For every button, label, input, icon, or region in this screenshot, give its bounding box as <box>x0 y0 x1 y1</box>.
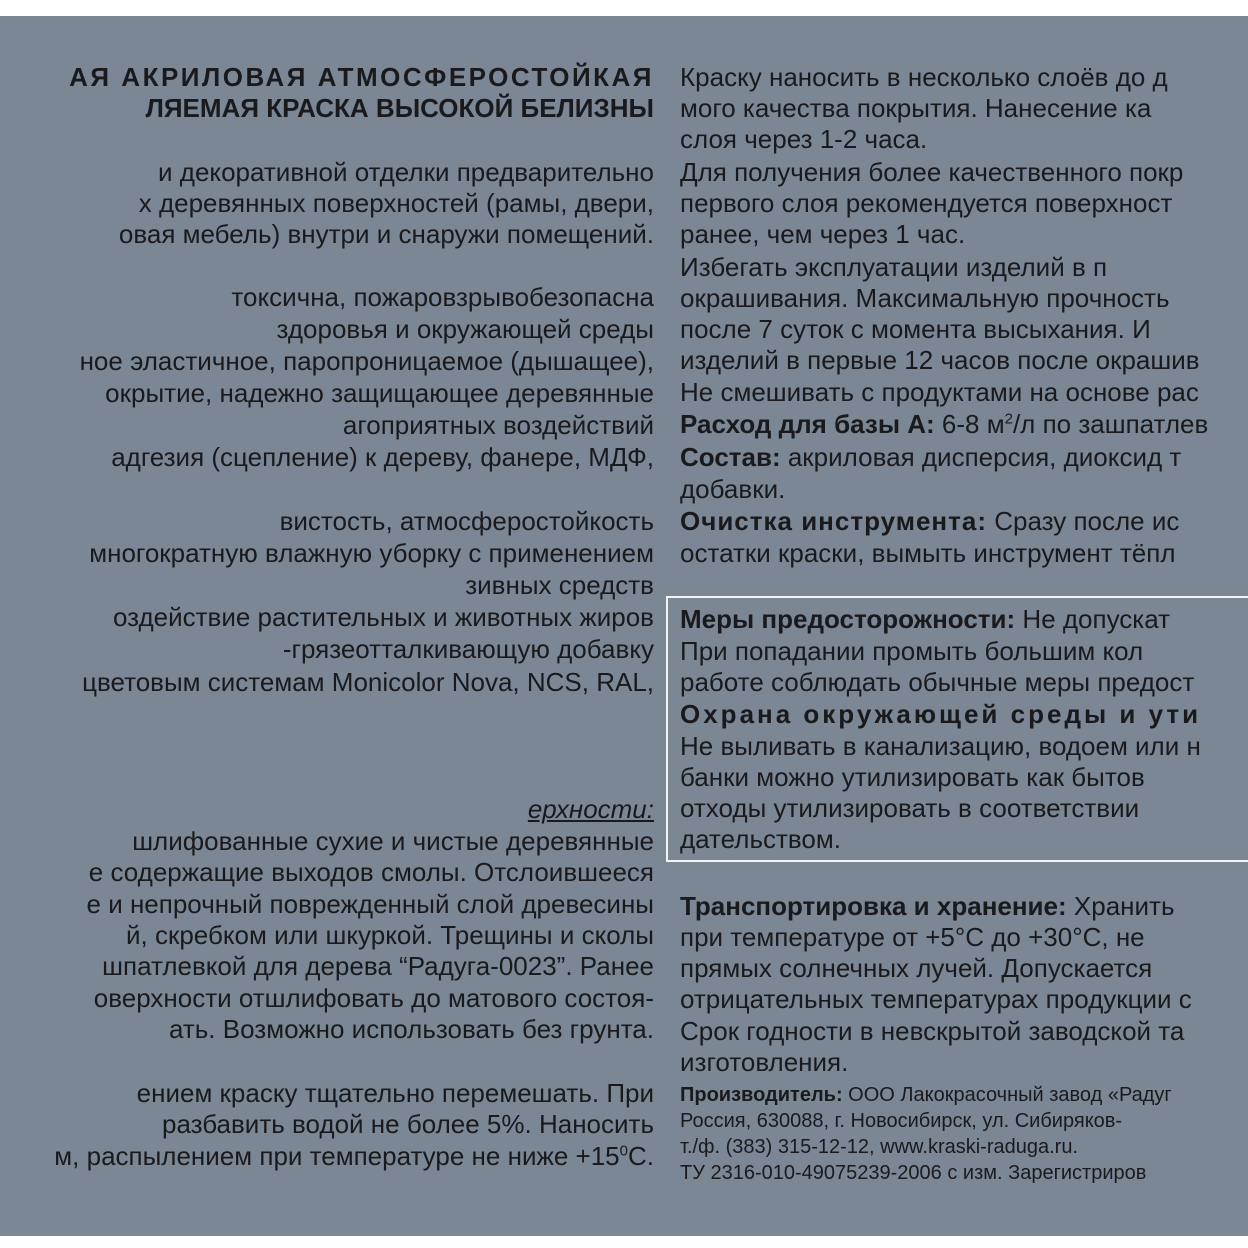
surface-prep-line: е и непрочный поврежденный слой древесины <box>86 889 654 919</box>
property-line: адгезия (сцепление) к дереву, фанере, МДФ, <box>111 442 654 472</box>
cleaning-label: Очистка инструмента: <box>680 506 987 536</box>
consumption-value: 6-8 м <box>934 409 1005 439</box>
environment-line: отходы утилизировать в соответствии <box>680 793 1140 823</box>
property-line: вистость, атмосферостойкость <box>279 506 654 536</box>
quality-note-line: ранее, чем через 1 час. <box>680 219 966 249</box>
property-line: многократную влажную уборку с применением <box>89 538 654 568</box>
purpose-line: х деревянных поверхностей (рамы, двери, <box>138 188 654 218</box>
manufacturer-standard: ТУ 2316-010-49075239-2006 с изм. Зарегистриров <box>680 1162 1147 1184</box>
manufacturer-address: Россия, 630088, г. Новосибирск, ул. Сибиряков- <box>680 1110 1123 1132</box>
quality-note-line: Для получения более качественного покр <box>680 157 1184 187</box>
property-line: ное эластичное, паропроницаемое (дышащее), <box>79 346 654 376</box>
composition-line-2: добавки. <box>680 474 786 504</box>
transport-line-2: при температуре от +5°С до +30°С, не <box>680 922 1145 952</box>
property-line: здоровья и окружающей среды <box>276 314 654 344</box>
transport-line <box>680 891 1175 922</box>
surface-prep-line: шпатлевкой для дерева “Радуга-0023”. Ранее <box>102 951 654 981</box>
transport-line-4: отрицательных температурах продукции с <box>680 984 1192 1014</box>
consumption-rest: /л по зашпатлев <box>1012 409 1209 439</box>
shelf-life-line: Срок годности в невскрытой заводской та <box>680 1016 1185 1046</box>
property-line: окрытие, надежно защищающее деревянные <box>105 378 654 408</box>
application-temperature-line <box>54 1141 654 1172</box>
property-line: агоприятных воздействий <box>342 410 654 440</box>
composition-label: Состав: <box>680 442 781 472</box>
degree-superscript: 0 <box>619 1142 628 1160</box>
usage-note-line: окрашивания. Максимальную прочность <box>680 283 1170 313</box>
purpose-line: овая мебель) внутри и снаружи помещений. <box>118 219 654 249</box>
surface-prep-line: шлифованные сухие и чистые деревянные <box>132 826 654 856</box>
consumption-line <box>680 409 1208 440</box>
composition-value: акриловая дисперсия, диоксид т <box>780 442 1182 472</box>
application-note-line: Краску наносить в несколько слоёв до д <box>680 62 1168 92</box>
purpose-line: и декоративной отделки предварительно <box>158 157 654 187</box>
property-line: оздействие растительных и животных жиров <box>112 602 654 632</box>
environment-line: банки можно утилизировать как бытов <box>680 762 1145 792</box>
application-line: ением краску тщательно перемешать. При <box>136 1078 654 1108</box>
surface-prep-heading: ерхности: <box>527 794 654 824</box>
usage-note-line: изделий в первые 12 часов после окрашив <box>680 345 1200 375</box>
cleaning-value: Сразу после ис <box>986 506 1180 536</box>
manufacturer-contacts: т./ф. (383) 315-12-12, www.kraski-raduga.ru. <box>680 1136 1079 1158</box>
consumption-label: Расход для базы А: <box>680 409 935 439</box>
application-note-line: мого качества покрытия. Нанесение ка <box>680 93 1152 123</box>
application-note-line: слоя через 1-2 часа. <box>680 124 928 154</box>
environment-line: дательством. <box>680 824 841 854</box>
usage-note-line: Избегать эксплуатации изделий в п <box>680 252 1108 282</box>
property-line: зивных средств <box>465 570 654 600</box>
surface-prep-line: е содержащие выходов смолы. Отслоившееся <box>88 857 654 887</box>
quality-note-line: первого слоя рекомендуется поверхност <box>680 188 1173 218</box>
environment-heading: Охрана окружающей среды и ути <box>680 699 1202 729</box>
application-line-text: м, распылением при температуре не ниже +15 <box>54 1141 620 1171</box>
consumption-superscript: 2 <box>1004 410 1013 428</box>
paint-label-panel <box>0 16 1248 1236</box>
cleaning-line-2: остатки краски, вымыть инструмент тёпл <box>680 538 1176 568</box>
property-line: -грязеотталкивающую добавку <box>282 634 654 664</box>
precautions-value: Не допускат <box>1015 604 1171 634</box>
surface-prep-line: ать. Возможно использовать без грунта. <box>168 1014 654 1044</box>
temperature-unit: С. <box>628 1141 654 1171</box>
precautions-line-2: При попадании промыть большим кол <box>680 636 1144 666</box>
property-line: цветовым системам Monicolor Nova, NCS, RAL, <box>82 667 654 697</box>
transport-label: Транспортировка и хранение: <box>680 891 1067 921</box>
precautions-label: Меры предосторожности: <box>680 604 1016 634</box>
surface-prep-line: оверхности отшлифовать до матового состоя- <box>93 983 654 1013</box>
product-title-line-2: ЛЯЕМАЯ КРАСКА ВЫСОКОЙ БЕЛИЗНЫ <box>145 93 654 123</box>
property-line: токсична, пожаровзрывобезопасна <box>231 282 654 312</box>
mix-warning: Не смешивать с продуктами на основе рас <box>680 377 1199 407</box>
manufacturer-label: Производитель: <box>680 1084 843 1106</box>
environment-line: Не выливать в канализацию, водоем или н <box>680 731 1201 761</box>
manufacturer-value: ООО Лакокрасочный завод «Радуг <box>842 1084 1172 1106</box>
transport-value: Хранить <box>1066 891 1175 921</box>
composition-line <box>680 442 1181 473</box>
application-line: разбавить водой не более 5%. Наносить <box>161 1109 654 1139</box>
precautions-line-3: работе соблюдать обычные меры предост <box>680 667 1195 697</box>
usage-note-line: после 7 суток с момента высыхания. И <box>680 314 1151 344</box>
cleaning-line <box>680 506 1179 537</box>
transport-line-3: прямых солнечных лучей. Допускается <box>680 953 1153 983</box>
product-title-line-1: АЯ АКРИЛОВАЯ АТМОСФЕРОСТОЙКАЯ <box>69 62 654 92</box>
precautions-box-frame <box>666 596 1248 862</box>
shelf-life-line-2: изготовления. <box>680 1047 849 1077</box>
surface-prep-line: й, скребком или шкуркой. Трещины и сколы <box>125 920 654 950</box>
